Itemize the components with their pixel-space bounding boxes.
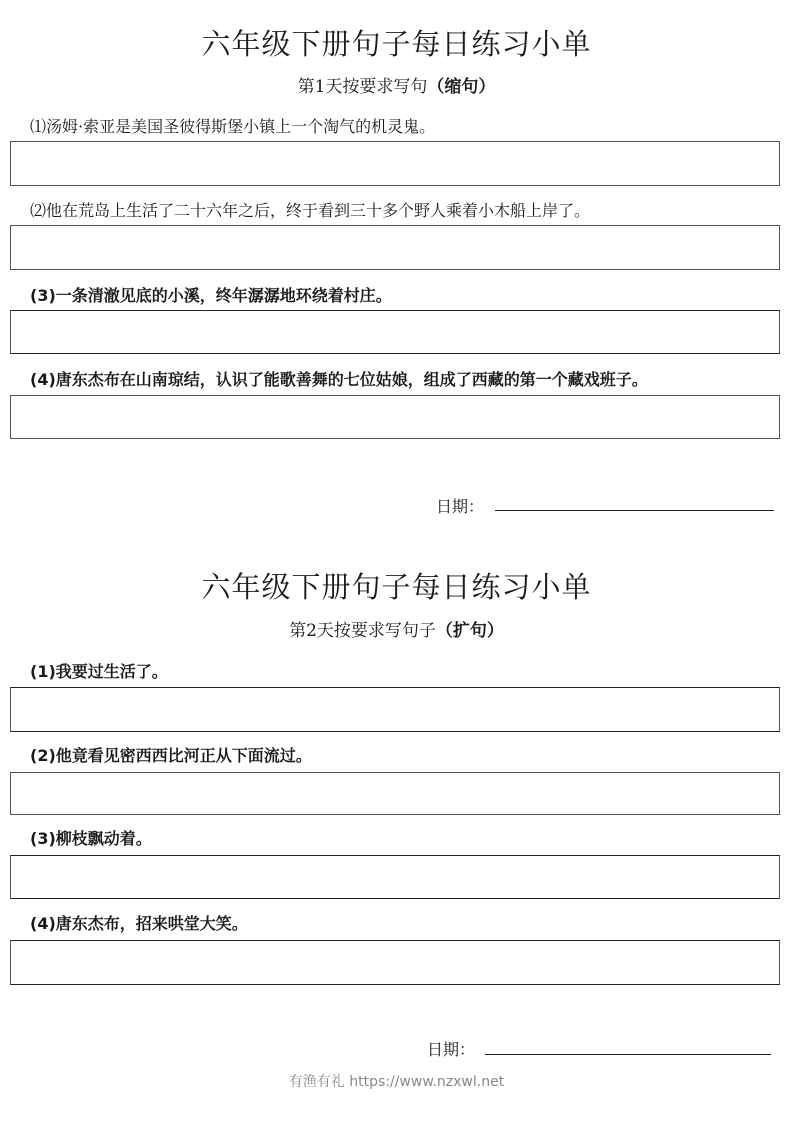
- sheet2-answer-box-4[interactable]: [10, 940, 780, 985]
- sheet2-date-line[interactable]: [485, 1054, 771, 1055]
- sheet2-question-1: (1)我要过生活了。: [30, 662, 168, 681]
- sheet2-question-4: (4)唐东杰布，招来哄堂大笑。: [30, 914, 248, 933]
- sheet2-answer-box-3[interactable]: [10, 855, 780, 899]
- sheet2-date-label: 日期：: [427, 1040, 476, 1059]
- sheet1-subtitle-note: （缩句）: [427, 77, 496, 97]
- sheet2-answer-box-2[interactable]: [10, 772, 780, 815]
- sheet1-question-3: (3)一条清澈见底的小溪，终年潺潺地环绕着村庄。: [30, 286, 392, 305]
- sheet1-subtitle: [0, 72, 793, 97]
- sheet2-subtitle: [0, 616, 793, 641]
- sheet1-answer-box-3[interactable]: [10, 310, 780, 354]
- sheet1-title: 六年级下册句子每日练习小单: [201, 27, 592, 61]
- sheet1-answer-box-4[interactable]: [10, 395, 780, 439]
- sheet2-title: 六年级下册句子每日练习小单: [201, 570, 592, 604]
- sheet2-subtitle-note: （扩句）: [435, 621, 504, 641]
- sheet1-question-1: ⑴汤姆·索亚是美国圣彼得斯堡小镇上一个淘气的机灵鬼。: [30, 117, 436, 136]
- sheet2-answer-box-1[interactable]: [10, 687, 780, 732]
- sheet1-question-2: ⑵他在荒岛上生活了二十六年之后，终于看到三十多个野人乘着小木船上岸了。: [30, 201, 591, 220]
- sheet2-subtitle-text: 第2天按要求写句子: [289, 621, 436, 641]
- sheet2-question-3: (3)柳枝飘动着。: [30, 829, 152, 848]
- sheet1-subtitle-text: 第1天按要求写句: [297, 77, 428, 97]
- sheet1-answer-box-1[interactable]: [10, 141, 780, 186]
- sheet2-question-2: (2)他竟看见密西西比河正从下面流过。: [30, 746, 312, 765]
- footer-watermark: 有渔有礼 https://www.nzxwl.net: [288, 1074, 505, 1090]
- sheet1-answer-box-2[interactable]: [10, 225, 780, 270]
- sheet1-question-4: (4)唐东杰布在山南琼结，认识了能歌善舞的七位姑娘，组成了西藏的第一个藏戏班子。: [30, 370, 648, 389]
- sheet1-date-line[interactable]: [495, 510, 774, 511]
- sheet1-date-label: 日期：: [436, 497, 485, 516]
